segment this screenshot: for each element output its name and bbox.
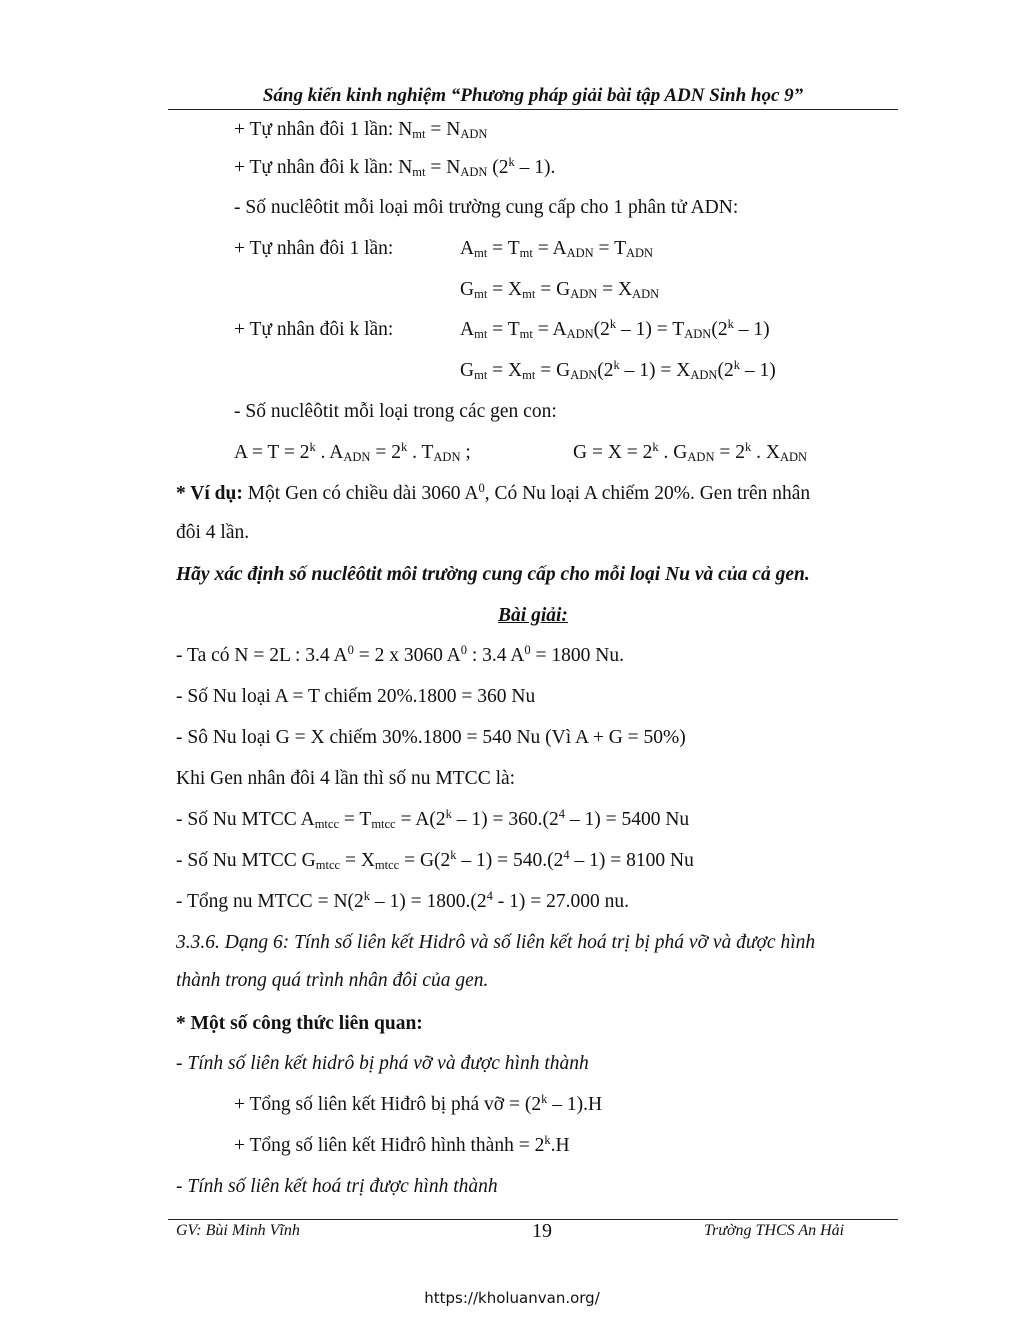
header-divider (168, 109, 898, 110)
section-heading: 3.3.6. Dạng 6: Tính số liên kết Hidrô và số liên kết hoá trị bị phá vỡ và được hình (176, 932, 816, 953)
text-line: - Tính số liên kết hoá trị được hình thành (176, 1176, 498, 1197)
text-line: - Số nuclêôtit mỗi loại trong các gen con: (234, 401, 557, 422)
formula-line: $A_{mt} = T_{mt} = A_{ADN}(2^k - 1) = T_{ADN}(2^k - 1)$ (460, 317, 770, 341)
formula-line: $G_{mt} = X_{mt} = G_{ADN} = X_{ADN}$ (460, 279, 660, 301)
subsection-heading: * Một số công thức liên quan: (176, 1013, 423, 1034)
solution-line: - Số Nu MTCC $G_{mtcc} = X_{mtcc} = G(2^k - 1) = 540.(2^4 - 1) = 8100$ Nu (176, 848, 694, 872)
page-header-title: Sáng kiến kinh nghiệm “Phương pháp giải bài tập ADN Sinh học 9” (262, 85, 804, 106)
solution-heading: Bài giải: (498, 605, 568, 626)
formula-line: $A_{mt} = T_{mt} = A_{ADN} = T_{ADN}$ (460, 238, 654, 260)
footer-teacher: GV: Bùi Minh Vĩnh (176, 1222, 300, 1239)
text-line: đôi 4 lần. (176, 522, 250, 543)
solution-line: - Sô Nu loại G = X chiếm 30%.1800 = 540 Nu (Vì A + G = 50%) (176, 727, 686, 748)
formula-line: $G = X = 2^k$ . $G_{ADN} = 2^k$ . $X_{ADN}$ (573, 440, 808, 464)
formula-line: + Tự nhân đôi 1 lần: $N_{mt} = N_{ADN}$ (234, 119, 488, 141)
text-line: - Số nuclêôtit mỗi loại môi trường cung cấp cho 1 phân tử ADN: (234, 197, 739, 218)
formula-label: + Tự nhân đôi 1 lần: (234, 238, 394, 259)
footer-school: Trường THCS An Hải (704, 1222, 845, 1239)
formula-line: + Tự nhân đôi k lần: $N_{mt} = N_{ADN}$ (2$^k$ – 1). (234, 155, 556, 179)
formula-line: + Tổng số liên kết Hiđrô hình thành = $2^k.H$ (234, 1133, 570, 1156)
solution-line: - Tổng nu MTCC = $N(2^k - 1) = 1800.(2^4 - 1) = 27.000$ nu. (176, 889, 630, 912)
formula-label: + Tự nhân đôi k lần: (234, 319, 394, 340)
formula-line: $G_{mt} = X_{mt} = G_{ADN}(2^k - 1) = X_{ADN}(2^k - 1)$ (460, 358, 776, 382)
formula-line: + Tổng số liên kết Hiđrô bị phá vỡ = $(2^k - 1).H$ (234, 1092, 603, 1115)
example-line: * Ví dụ: Một Gen có chiều dài 3060 $A^0$, Có Nu loại A chiếm 20%. Gen trên nhân (176, 481, 811, 504)
formula-line: $A = T = 2^k$ . $A_{ADN} = 2^k$ . $T_{ADN}$ ; (234, 440, 471, 464)
solution-line: Khi Gen nhân đôi 4 lần thì số nu MTCC là: (176, 768, 516, 789)
source-url: https://kholuanvan.org/ (424, 1289, 600, 1307)
solution-line: - Ta có N = 2L : 3.4 $A^0 = 2$ x 3060 $A^0$ : 3.4 $A^0 = 1800$ Nu. (176, 643, 624, 666)
question-line: Hãy xác định số nuclêôtit môi trường cung cấp cho mỗi loại Nu và của cả gen. (176, 564, 810, 585)
solution-line: - Số Nu MTCC $A_{mtcc} = T_{mtcc} = A(2^k - 1) = 360.(2^4 - 1) = 5400$ Nu (176, 807, 690, 831)
page-number: 19 (532, 1220, 552, 1242)
text-line: - Tính số liên kết hidrô bị phá vỡ và được hình thành (176, 1053, 589, 1074)
section-heading-cont: thành trong quá trình nhân đôi của gen. (176, 970, 489, 991)
solution-line: - Số Nu loại A = T chiếm 20%.1800 = 360 Nu (176, 686, 536, 707)
